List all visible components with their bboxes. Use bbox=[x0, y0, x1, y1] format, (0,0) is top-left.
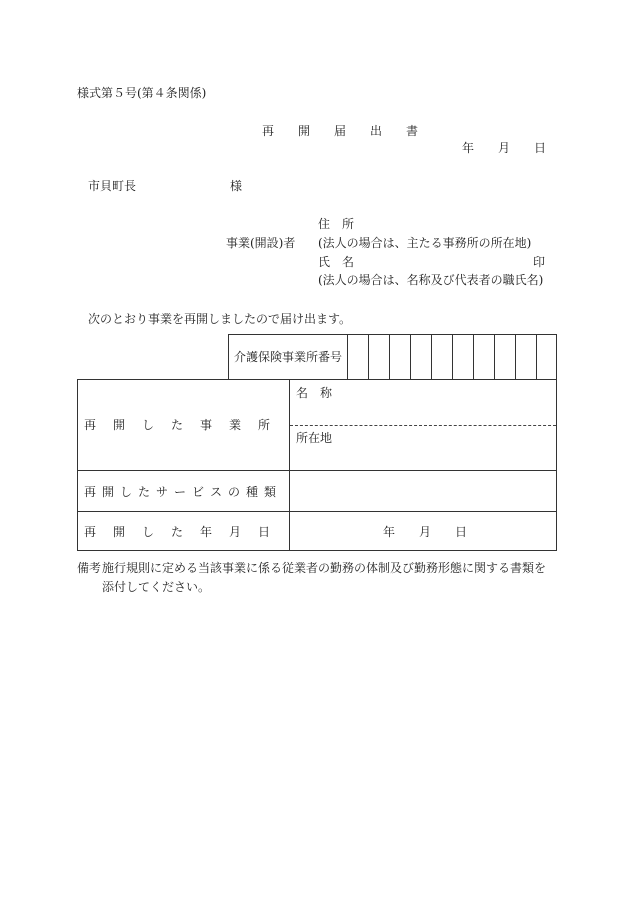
addressee-honorific: 様 bbox=[230, 179, 243, 193]
office-number-box-divider bbox=[389, 334, 390, 380]
form-number: 様式第５号(第４条関係) bbox=[77, 86, 207, 100]
date-month: 月 bbox=[498, 141, 511, 155]
name-note: (法人の場合は、名称及び代表者の職氏名) bbox=[318, 273, 544, 287]
row-divider-1 bbox=[77, 470, 557, 471]
office-number-box-divider bbox=[494, 334, 495, 380]
office-number-box-divider bbox=[515, 334, 516, 380]
service-type-label: 再開したサービスの種類 bbox=[84, 485, 283, 499]
office-number-divider bbox=[347, 334, 348, 380]
reopen-year: 年 bbox=[383, 525, 396, 539]
reopen-day: 日 bbox=[455, 525, 468, 539]
name-location-dashed-divider bbox=[290, 425, 556, 426]
office-number-box-divider bbox=[473, 334, 474, 380]
document-title: 再 開 届 出 書 bbox=[262, 124, 425, 138]
office-number-box-divider bbox=[536, 334, 537, 380]
date-day: 日 bbox=[534, 141, 547, 155]
office-number-label: 介護保険事業所番号 bbox=[234, 350, 343, 364]
reopened-office-label: 再開した事業所 bbox=[84, 418, 288, 432]
remarks-text-line2: 添付してください。 bbox=[102, 580, 211, 594]
addressee-name: 市貝町長 bbox=[88, 179, 137, 193]
office-number-box-divider bbox=[431, 334, 432, 380]
remarks-label: 備考 bbox=[77, 561, 102, 575]
reopen-month: 月 bbox=[419, 525, 432, 539]
table-column-divider bbox=[289, 379, 290, 551]
address-note: (法人の場合は、主たる事務所の所在地) bbox=[318, 236, 532, 250]
office-number-box-divider bbox=[452, 334, 453, 380]
reopen-date-label: 再開した年月日 bbox=[84, 525, 288, 539]
row-divider-2 bbox=[77, 511, 557, 512]
office-number-box-divider bbox=[410, 334, 411, 380]
statement: 次のとおり事業を再開しましたので届け出ます。 bbox=[88, 312, 352, 326]
remarks-text-line1: 施行規則に定める当該事業に係る従業者の勤務の体制及び勤務形態に関する書類を bbox=[102, 561, 547, 575]
office-name-label: 名 称 bbox=[296, 386, 333, 400]
address-label: 住 所 bbox=[318, 217, 355, 231]
office-number-box-divider bbox=[368, 334, 369, 380]
date-year: 年 bbox=[462, 141, 475, 155]
seal-mark: 印 bbox=[533, 255, 546, 269]
name-label: 氏 名 bbox=[318, 255, 355, 269]
office-location-label: 所在地 bbox=[296, 431, 333, 445]
applicant-role: 事業(開設)者 bbox=[226, 236, 296, 250]
